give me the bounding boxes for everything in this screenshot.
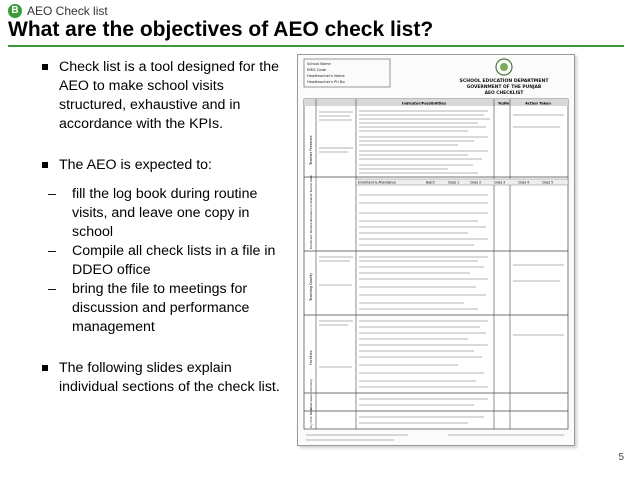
dept-title-line3: AEO CHECKLIST xyxy=(484,91,524,96)
class3-header: Class 3 xyxy=(494,180,506,185)
col-yes: Yes xyxy=(498,101,505,106)
col-indicator: Indicator/Possibilities xyxy=(402,101,446,106)
sub-bullet-item: – Compile all check lists in a file in DDEO office xyxy=(46,242,292,280)
checklist-document-image xyxy=(297,54,575,446)
side-label-school-council: School Council / Community xyxy=(310,379,313,410)
side-label-facilities: Facilities xyxy=(309,350,313,365)
class1-header: Class 1 xyxy=(448,180,460,185)
section-label: AEO Check list xyxy=(27,3,108,18)
section-header xyxy=(8,3,108,18)
batch-header: Batch xyxy=(426,180,435,185)
field-emis-code: EMIS Code xyxy=(307,68,327,72)
col-no: No xyxy=(504,101,510,106)
side-label-teaching-quality: Teaching Quality xyxy=(309,272,313,301)
side-label-teacher-presence: Teacher Presence xyxy=(309,135,313,165)
field-headteacher-name: Headteacher's Name xyxy=(307,74,345,78)
field-school-name: School Name xyxy=(307,62,331,66)
slide-title: What are the objectives of AEO check list? xyxy=(8,18,434,41)
sub-bullet-item: – bring the file to meetings for discussion and performance management xyxy=(46,280,292,337)
page-number: 5 xyxy=(618,452,624,463)
col-action-taken: Action Taken xyxy=(525,101,551,106)
bullet-list xyxy=(40,58,292,397)
sub-bullet-item: – fill the log book during routine visits, and leave one copy in school xyxy=(46,185,292,242)
title-divider xyxy=(8,45,624,47)
bullet-item: The AEO is expected to: xyxy=(40,156,292,175)
enrolment-header: Enrolment & Attendance xyxy=(358,180,397,185)
class2-header: Class 2 xyxy=(470,180,482,185)
class5-header: Class 5 xyxy=(542,180,554,185)
section-badge: B xyxy=(8,4,22,18)
bullet-item: Check list is a tool designed for the AEO to make school visits structured, exhaustive and in accordance with the KPIs. xyxy=(40,58,292,134)
dept-title-line1: SCHOOL EDUCATION DEPARTMENT xyxy=(459,79,549,84)
class4-header: Class 4 xyxy=(518,180,530,185)
bullet-item: The following slides explain individual sections of the check list. xyxy=(40,359,292,397)
side-label-other: Any Other Matter xyxy=(310,407,313,428)
dept-title-line2: GOVERNMENT OF THE PUNJAB xyxy=(466,85,542,90)
field-headteacher-phone: Headteacher's Ph No xyxy=(307,80,345,84)
side-label-enrollment: Enrollment, Student Attendance & Student Teacher Ratio xyxy=(310,175,313,249)
punjab-govt-logo-icon xyxy=(496,59,512,75)
